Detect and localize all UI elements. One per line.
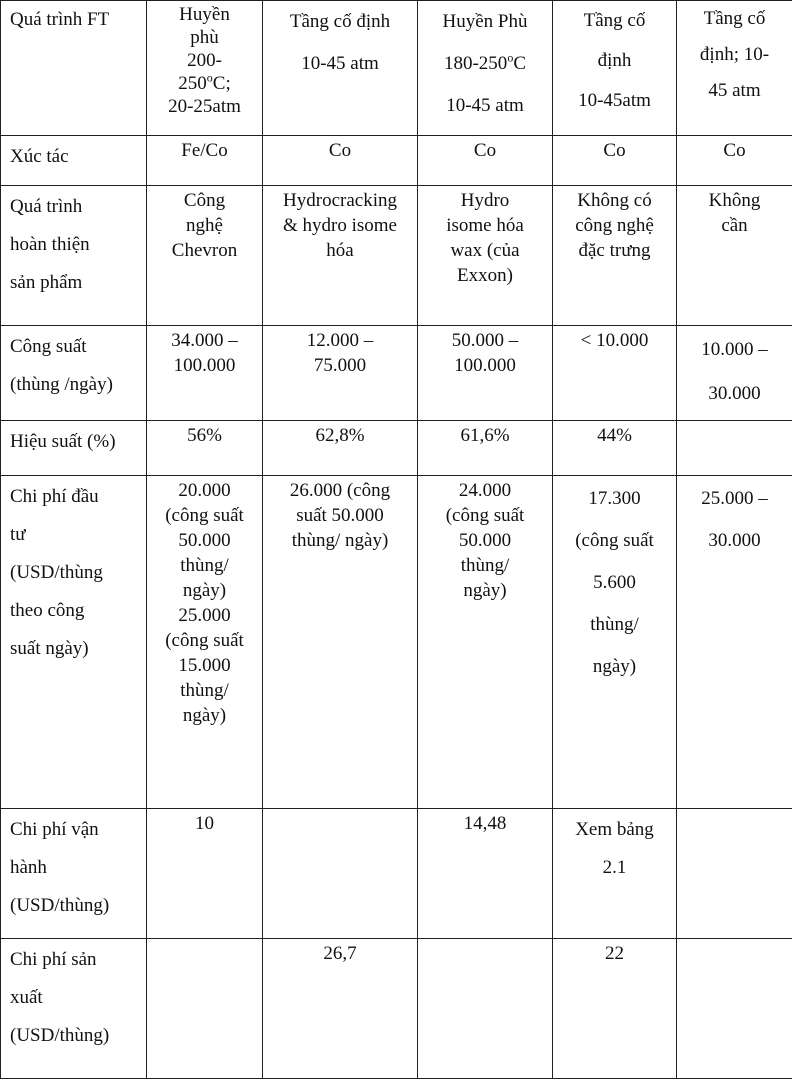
row-label-cell — [1, 186, 147, 326]
data-cell — [677, 186, 792, 326]
data-cell — [418, 421, 553, 476]
row-label-line: Xúc tác — [10, 146, 69, 167]
cell-line: 22 — [605, 943, 624, 964]
row-label-line: (USD/thùng) — [10, 1025, 110, 1046]
data-cell — [553, 136, 677, 186]
cell-line: 50.000 — [178, 530, 231, 551]
cell-line: Công — [183, 190, 226, 211]
cell-line: ngày) — [182, 580, 227, 601]
cell-line: thùng/ ngày) — [291, 530, 389, 551]
data-cell — [677, 939, 792, 1079]
header-col4-line: 10-45atm — [578, 90, 651, 111]
cell-line: Xem bảng — [575, 819, 654, 840]
header-col1-line: 200- — [187, 50, 222, 71]
header-col3-line: 180-250$^o$C — [443, 50, 526, 74]
cell-line: Co — [473, 140, 497, 161]
cell-line: 10.000 – — [701, 339, 768, 360]
header-col3-cell — [418, 1, 553, 136]
row-label-line: hành — [10, 857, 47, 878]
header-row — [1, 1, 792, 136]
cell-line: 75.000 — [313, 355, 367, 376]
cell-line: 50.000 — [458, 530, 512, 551]
cell-line: Co — [723, 140, 746, 161]
header-col2-line: 10-45 atm — [301, 53, 379, 74]
cell-line: Co — [328, 140, 352, 161]
data-cell — [147, 186, 263, 326]
row-label-line: (USD/thùng — [10, 562, 103, 583]
row-label-cell — [1, 326, 147, 421]
cell-line: 56% — [187, 425, 222, 446]
row-label-line: suất ngày) — [10, 638, 89, 659]
data-cell — [147, 939, 263, 1079]
header-col1-line: 250$^o$C; — [178, 70, 231, 94]
header-col3-line: Huyền Phù — [442, 11, 528, 32]
data-cell — [553, 809, 677, 939]
header-col4-line: định — [597, 50, 632, 71]
data-cell — [418, 326, 553, 421]
data-cell — [263, 476, 418, 809]
data-cell — [418, 809, 553, 939]
data-cell — [418, 186, 553, 326]
table-body — [1, 136, 792, 1079]
data-cell — [677, 421, 792, 476]
data-cell — [553, 421, 677, 476]
cell-line: 20.000 — [178, 480, 231, 501]
row-label-line: Quá trình — [10, 196, 83, 217]
cell-line: isome hóa — [446, 215, 524, 236]
data-cell — [553, 476, 677, 809]
row-label-line: Chi phí sản — [10, 949, 97, 970]
cell-line: 100.000 — [454, 355, 516, 376]
data-cell — [418, 136, 553, 186]
header-col1-cell — [147, 1, 263, 136]
cell-line: Hydrocracking — [283, 190, 397, 211]
cell-line: Exxon) — [457, 265, 513, 286]
header-col1-line: 20-25atm — [168, 96, 241, 117]
cell-line: 24.000 — [458, 480, 512, 501]
row-label-cell — [1, 136, 147, 186]
table-row — [1, 186, 792, 326]
header-col5-line: Tầng cố — [703, 8, 766, 29]
cell-line: 25.000 – — [701, 488, 768, 509]
data-cell — [677, 809, 792, 939]
cell-line: 15.000 — [178, 655, 231, 676]
cell-line: Không — [708, 190, 761, 211]
cell-line: 12.000 – — [306, 330, 374, 351]
data-cell — [418, 939, 553, 1079]
cell-line: thùng/ — [180, 680, 229, 701]
cell-line: (công suất — [445, 505, 525, 526]
row-label-line: (USD/thùng) — [10, 895, 110, 916]
data-cell — [418, 476, 553, 809]
cell-line: 100.000 — [173, 355, 236, 376]
data-cell — [677, 476, 792, 809]
header-label-cell — [1, 1, 147, 136]
cell-line: 62,8% — [315, 425, 365, 446]
row-label-line: tư — [10, 524, 26, 545]
row-label-cell — [1, 421, 147, 476]
row-label-line: hoàn thiện — [10, 234, 90, 255]
cell-line: suất 50.000 — [296, 505, 384, 526]
table-row — [1, 136, 792, 186]
data-cell — [263, 326, 418, 421]
cell-line: ngày) — [182, 705, 227, 726]
cell-line: hóa — [326, 240, 354, 261]
cell-line: nghệ — [186, 215, 223, 236]
row-label-line: Công suất — [10, 336, 87, 357]
cell-line: (công suất — [575, 530, 654, 551]
table-row — [1, 421, 792, 476]
cell-line: 5.600 — [593, 572, 636, 593]
cell-line: 14,48 — [463, 813, 507, 834]
cell-line: thùng/ — [460, 555, 510, 576]
data-cell — [147, 326, 263, 421]
header-col5-line: 45 atm — [708, 80, 761, 101]
data-cell — [263, 421, 418, 476]
header-col5-line: định; 10- — [699, 44, 770, 65]
cell-line: 2.1 — [602, 857, 627, 878]
cell-line: wax (của — [450, 240, 520, 261]
header-col2-cell — [263, 1, 418, 136]
data-cell — [553, 186, 677, 326]
cell-line: 26.000 (công — [289, 480, 391, 501]
cell-line: 17.300 — [588, 488, 641, 509]
cell-line: Chevron — [171, 240, 238, 261]
data-cell — [677, 326, 792, 421]
row-label-line: Hiệu suất (%) — [10, 431, 116, 452]
data-cell — [147, 136, 263, 186]
data-cell — [553, 326, 677, 421]
table-row — [1, 809, 792, 939]
cell-line: 50.000 – — [451, 330, 519, 351]
header-label: Quá trình FT — [10, 9, 110, 30]
data-cell — [263, 186, 418, 326]
cell-line: Không có — [577, 190, 652, 211]
cell-line: (công suất — [165, 505, 244, 526]
cell-line: 30.000 — [708, 383, 761, 404]
data-cell — [677, 136, 792, 186]
row-label-line: theo công — [10, 600, 85, 621]
cell-line: < 10.000 — [580, 330, 649, 351]
cell-line: 10 — [195, 813, 214, 834]
table-row — [1, 476, 792, 809]
header-col3-line: 10-45 atm — [446, 95, 524, 116]
data-cell — [263, 939, 418, 1079]
cell-line: công nghệ — [575, 215, 654, 236]
header-col1-line: phù — [190, 27, 219, 48]
data-cell — [147, 421, 263, 476]
cell-line: 26,7 — [323, 943, 357, 964]
table-row — [1, 939, 792, 1079]
header-col1-line: Huyền — [179, 4, 230, 25]
cell-line: 44% — [597, 425, 632, 446]
row-label-line: xuất — [10, 987, 43, 1008]
data-cell — [147, 809, 263, 939]
cell-line: Hydro — [460, 190, 510, 211]
row-label-line: sản phẩm — [10, 272, 83, 293]
data-cell — [553, 939, 677, 1079]
row-label-cell — [1, 939, 147, 1079]
header-col5-cell — [677, 1, 792, 136]
row-label-cell — [1, 809, 147, 939]
cell-line: 34.000 – — [171, 330, 238, 351]
cell-line: Co — [603, 140, 626, 161]
cell-line: Fe/Co — [181, 140, 228, 161]
data-cell — [263, 809, 418, 939]
header-col2-line: Tầng cố định — [289, 11, 391, 32]
data-cell — [263, 136, 418, 186]
row-label-line: Chi phí đầu — [10, 486, 99, 507]
header-col4-line: Tầng cố — [583, 10, 646, 31]
header-col4-cell — [553, 1, 677, 136]
cell-line: thùng/ — [590, 614, 639, 635]
data-cell — [147, 476, 263, 809]
cell-line: đặc trưng — [578, 240, 651, 261]
row-label-line: (thùng /ngày) — [10, 374, 113, 395]
cell-line: ngày) — [592, 656, 637, 677]
cell-line: 61,6% — [460, 425, 510, 446]
cell-line: ngày) — [463, 580, 507, 601]
cell-line: thùng/ — [180, 555, 229, 576]
cell-line: cần — [721, 215, 748, 236]
cell-line: & hydro isome — [283, 215, 397, 236]
cell-line: 25.000 — [178, 605, 231, 626]
table-row — [1, 326, 792, 421]
row-label-line: Chi phí vận — [10, 819, 99, 840]
row-label-cell — [1, 476, 147, 809]
cell-line: 30.000 — [708, 530, 761, 551]
cell-line: (công suất — [165, 630, 244, 651]
